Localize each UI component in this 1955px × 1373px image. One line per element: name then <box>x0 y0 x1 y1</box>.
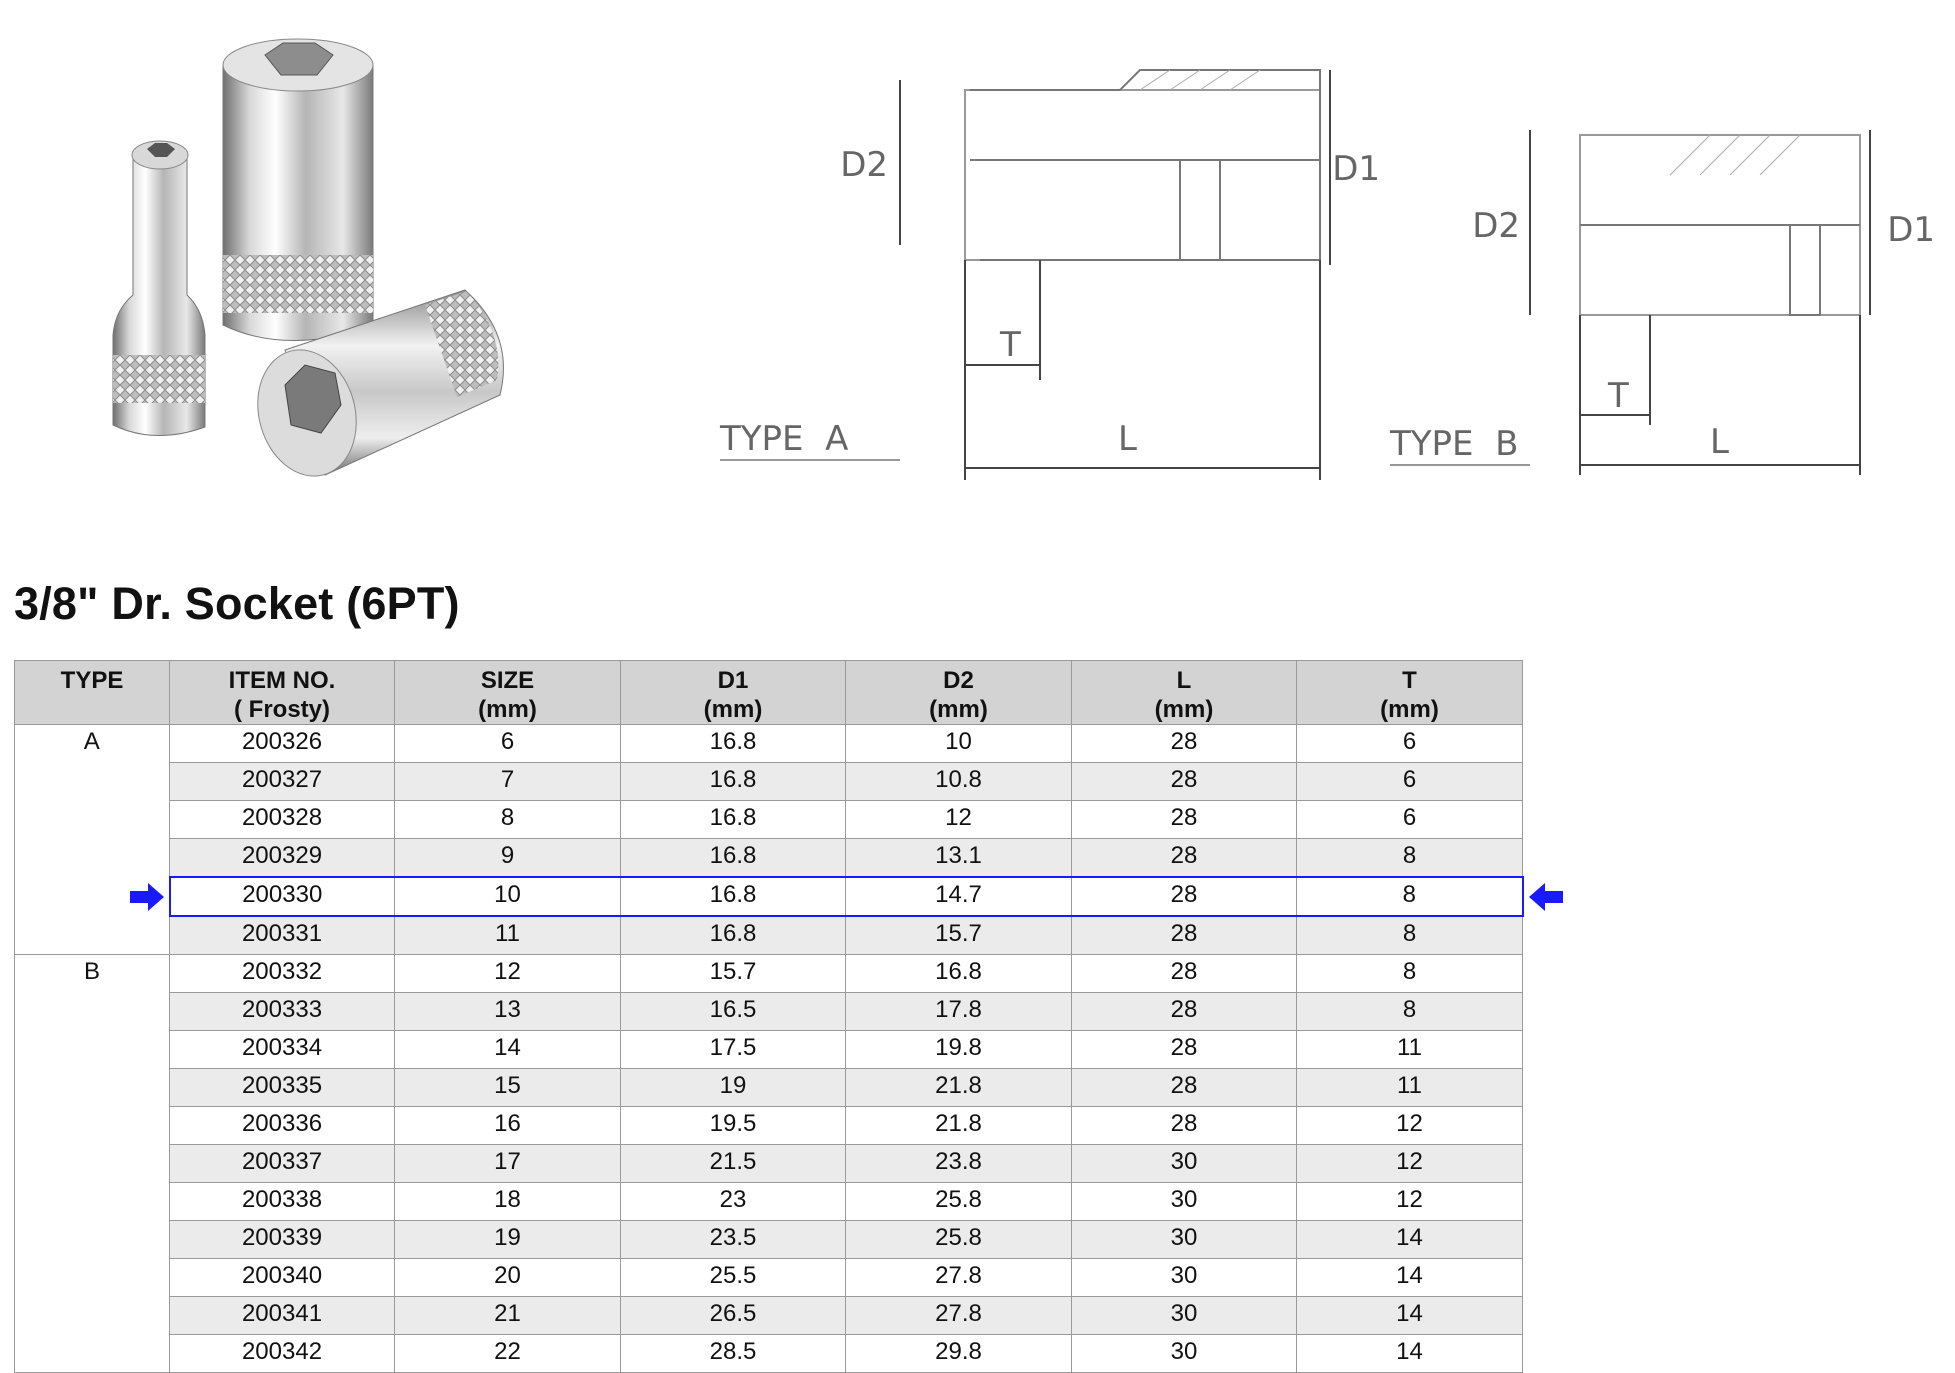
cell-l: 30 <box>1072 1335 1297 1373</box>
small-socket-image <box>113 141 205 436</box>
cell-item-no: 200337 <box>170 1145 395 1183</box>
cell-d2: 21.8 <box>846 1107 1072 1145</box>
cell-l: 30 <box>1072 1183 1297 1221</box>
table-row <box>15 877 1523 916</box>
cell-d1: 21.5 <box>621 1145 846 1183</box>
table-row <box>15 1221 1523 1259</box>
cell-size: 9 <box>395 839 621 878</box>
cell-t: 14 <box>1297 1221 1523 1259</box>
cell-size: 13 <box>395 993 621 1031</box>
cell-d2: 10.8 <box>846 763 1072 801</box>
header-label: TYPE <box>60 667 124 694</box>
cell-size: 21 <box>395 1297 621 1335</box>
cell-item-no: 200328 <box>170 801 395 839</box>
cell-l: 28 <box>1072 725 1297 763</box>
cell-item-no: 200332 <box>170 955 395 993</box>
cell-item-no: 200333 <box>170 993 395 1031</box>
cell-d1: 16.8 <box>621 877 846 916</box>
cell-size: 7 <box>395 763 621 801</box>
type-a-t-label: T <box>1000 325 1021 365</box>
cell-t: 8 <box>1297 993 1523 1031</box>
cell-item-no: 200342 <box>170 1335 395 1373</box>
type-a-d2-label: D2 <box>840 145 888 185</box>
cell-size: 19 <box>395 1221 621 1259</box>
cell-l: 30 <box>1072 1297 1297 1335</box>
cell-size: 20 <box>395 1259 621 1297</box>
cell-t: 12 <box>1297 1183 1523 1221</box>
cell-d2: 13.1 <box>846 839 1072 878</box>
cell-d2: 27.8 <box>846 1259 1072 1297</box>
table-row <box>15 1259 1523 1297</box>
cell-d2: 29.8 <box>846 1335 1072 1373</box>
header-unit: (mm) <box>1380 696 1439 723</box>
cell-l: 28 <box>1072 1107 1297 1145</box>
header-item-no <box>170 661 395 725</box>
right-arrow-icon <box>130 882 164 912</box>
table-row <box>15 801 1523 839</box>
cell-d2: 25.8 <box>846 1221 1072 1259</box>
cell-d1: 23.5 <box>621 1221 846 1259</box>
cell-t: 8 <box>1297 916 1523 955</box>
cell-d2: 19.8 <box>846 1031 1072 1069</box>
cell-d1: 16.8 <box>621 725 846 763</box>
cell-d2: 16.8 <box>846 955 1072 993</box>
table-row <box>15 1335 1523 1373</box>
cell-l: 28 <box>1072 1031 1297 1069</box>
cell-item-no: 200340 <box>170 1259 395 1297</box>
header-unit: (mm) <box>929 696 988 723</box>
cell-l: 28 <box>1072 877 1297 916</box>
table-row <box>15 839 1523 878</box>
header-label: L <box>1176 667 1192 694</box>
cell-item-no: 200330 <box>170 877 395 916</box>
cell-d1: 16.5 <box>621 993 846 1031</box>
header-unit: (mm) <box>703 696 763 723</box>
cell-item-no: 200336 <box>170 1107 395 1145</box>
header-d2 <box>846 661 1072 725</box>
cell-item-no: 200341 <box>170 1297 395 1335</box>
cell-t: 6 <box>1297 801 1523 839</box>
page-title: 3/8" Dr. Socket (6PT) <box>14 578 460 629</box>
type-a-drawing <box>700 50 1380 490</box>
cell-d2: 14.7 <box>846 877 1072 916</box>
cell-size: 16 <box>395 1107 621 1145</box>
table-row <box>15 1069 1523 1107</box>
header-label: D1 <box>717 667 749 694</box>
spec-table <box>14 660 1524 1373</box>
table-row <box>15 725 1523 763</box>
cell-item-no: 200338 <box>170 1183 395 1221</box>
header-size <box>395 661 621 725</box>
header-type <box>15 661 170 725</box>
type-a-l-label: L <box>1118 419 1137 459</box>
header-label: SIZE <box>480 667 535 694</box>
cell-d1: 16.8 <box>621 801 846 839</box>
cell-d1: 19.5 <box>621 1107 846 1145</box>
cell-l: 30 <box>1072 1259 1297 1297</box>
cell-size: 6 <box>395 725 621 763</box>
cell-d1: 25.5 <box>621 1259 846 1297</box>
cell-l: 28 <box>1072 993 1297 1031</box>
cell-size: 14 <box>395 1031 621 1069</box>
product-photo <box>95 35 655 555</box>
cell-d1: 16.8 <box>621 763 846 801</box>
cell-t: 14 <box>1297 1297 1523 1335</box>
cell-item-no: 200335 <box>170 1069 395 1107</box>
table-row <box>15 1297 1523 1335</box>
cell-d1: 16.8 <box>621 916 846 955</box>
cell-d1: 28.5 <box>621 1335 846 1373</box>
table-row <box>15 955 1523 993</box>
large-socket-image <box>223 39 373 341</box>
cell-d2: 15.7 <box>846 916 1072 955</box>
cell-d2: 23.8 <box>846 1145 1072 1183</box>
table-row <box>15 916 1523 955</box>
cell-d2: 25.8 <box>846 1183 1072 1221</box>
cell-t: 8 <box>1297 955 1523 993</box>
cell-d1: 17.5 <box>621 1031 846 1069</box>
header-l <box>1072 661 1297 725</box>
cell-t: 11 <box>1297 1069 1523 1107</box>
cell-l: 28 <box>1072 763 1297 801</box>
cell-size: 10 <box>395 877 621 916</box>
cell-l: 28 <box>1072 839 1297 878</box>
cell-t: 6 <box>1297 725 1523 763</box>
cell-d1: 15.7 <box>621 955 846 993</box>
cell-d2: 10 <box>846 725 1072 763</box>
cell-item-no: 200334 <box>170 1031 395 1069</box>
type-cell: A <box>15 725 170 955</box>
header-label: ITEM NO. <box>228 667 336 694</box>
table-row <box>15 763 1523 801</box>
type-b-d2-label: D2 <box>1472 206 1520 246</box>
table-row <box>15 1183 1523 1221</box>
table-row <box>15 1107 1523 1145</box>
cell-t: 8 <box>1297 877 1523 916</box>
cell-t: 6 <box>1297 763 1523 801</box>
cell-t: 8 <box>1297 839 1523 878</box>
cell-item-no: 200327 <box>170 763 395 801</box>
cell-d1: 16.8 <box>621 839 846 878</box>
cell-t: 14 <box>1297 1335 1523 1373</box>
cell-size: 17 <box>395 1145 621 1183</box>
header-label: D2 <box>943 667 974 694</box>
type-b-label: TYPE B <box>1390 424 1519 464</box>
cell-item-no: 200329 <box>170 839 395 878</box>
header-label: T <box>1402 667 1417 694</box>
cell-t: 11 <box>1297 1031 1523 1069</box>
cell-size: 22 <box>395 1335 621 1373</box>
cell-item-no: 200339 <box>170 1221 395 1259</box>
cell-d2: 12 <box>846 801 1072 839</box>
cell-size: 12 <box>395 955 621 993</box>
table-row <box>15 1145 1523 1183</box>
cell-t: 12 <box>1297 1145 1523 1183</box>
type-a-label: TYPE A <box>720 419 849 459</box>
cell-size: 15 <box>395 1069 621 1107</box>
cell-size: 18 <box>395 1183 621 1221</box>
cell-l: 28 <box>1072 1069 1297 1107</box>
table-row <box>15 993 1523 1031</box>
cell-l: 28 <box>1072 955 1297 993</box>
type-b-t-label: T <box>1608 376 1629 416</box>
cell-item-no: 200331 <box>170 916 395 955</box>
cell-d1: 23 <box>621 1183 846 1221</box>
header-unit: (mm) <box>1154 696 1214 723</box>
cell-t: 12 <box>1297 1107 1523 1145</box>
header-d1 <box>621 661 846 725</box>
table-header-row <box>15 661 1523 725</box>
cell-size: 11 <box>395 916 621 955</box>
cell-d2: 21.8 <box>846 1069 1072 1107</box>
table-row <box>15 1031 1523 1069</box>
cell-l: 28 <box>1072 916 1297 955</box>
cell-d2: 27.8 <box>846 1297 1072 1335</box>
header-t <box>1297 661 1523 725</box>
cell-l: 28 <box>1072 801 1297 839</box>
type-b-l-label: L <box>1710 422 1729 462</box>
cell-d2: 17.8 <box>846 993 1072 1031</box>
cell-l: 30 <box>1072 1145 1297 1183</box>
left-arrow-icon <box>1529 882 1563 912</box>
cell-l: 30 <box>1072 1221 1297 1259</box>
type-b-drawing <box>1380 115 1940 495</box>
header-unit: ( Frosty) <box>234 696 330 723</box>
type-b-d1-label: D1 <box>1887 210 1935 250</box>
cell-size: 8 <box>395 801 621 839</box>
type-a-d1-label: D1 <box>1332 149 1380 189</box>
type-cell: B <box>15 955 170 1373</box>
cell-d1: 19 <box>621 1069 846 1107</box>
cell-t: 14 <box>1297 1259 1523 1297</box>
cell-d1: 26.5 <box>621 1297 846 1335</box>
cell-item-no: 200326 <box>170 725 395 763</box>
header-unit: (mm) <box>478 696 537 723</box>
